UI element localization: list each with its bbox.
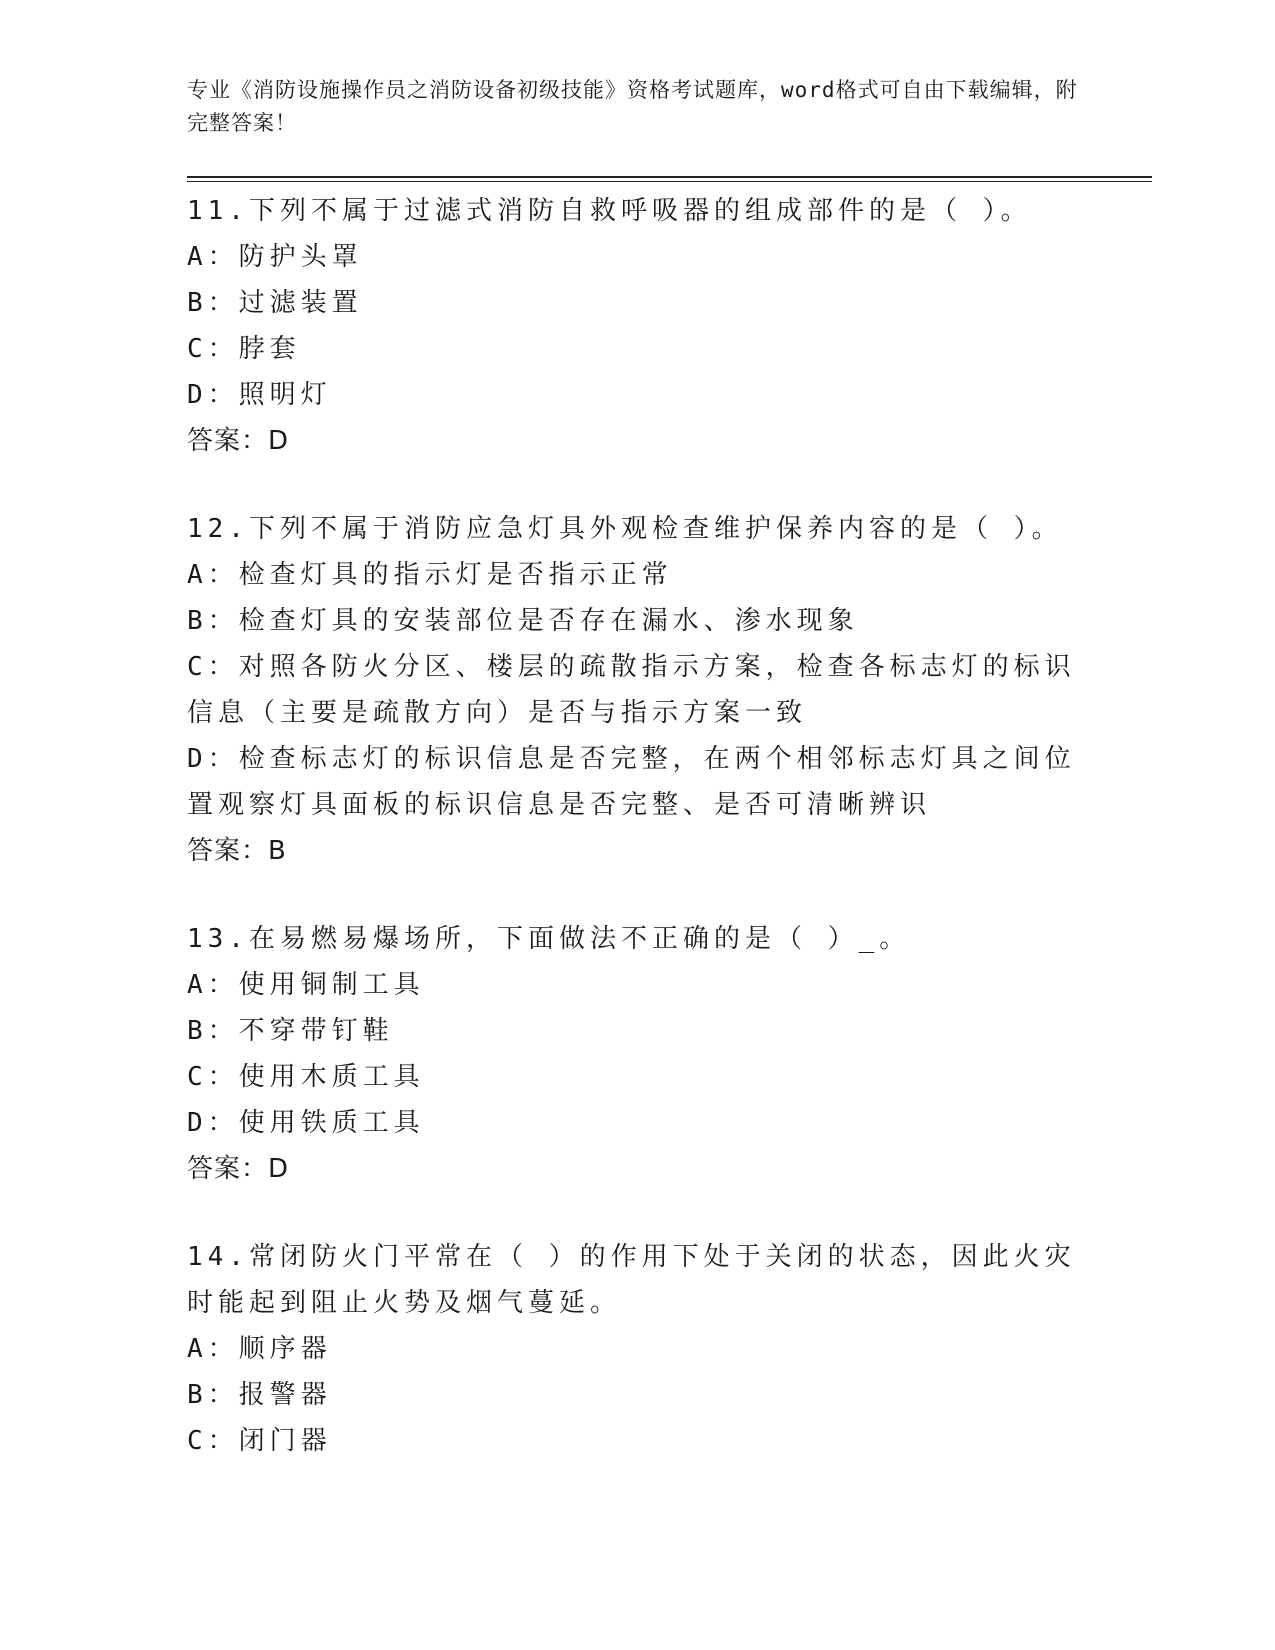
option-b: B：不穿带钉鞋 [187, 1016, 394, 1046]
option-b: B：检查灯具的安装部位是否存在漏水、渗水现象 [187, 606, 859, 636]
question-11 [187, 188, 1087, 464]
question-stem: 13.在易燃易爆场所，下面做法不正确的是（ ）_。 [187, 924, 911, 954]
option-a: A：顺序器 [187, 1334, 332, 1364]
option-c: C：使用木质工具 [187, 1062, 425, 1092]
option-a: A：防护头罩 [187, 242, 363, 272]
question-stem: 12.下列不属于消防应急灯具外观检查维护保养内容的是（ ）。 [187, 514, 1063, 544]
question-stem: 14.常闭防火门平常在（ ）的作用下处于关闭的状态，因此火灾时能起到阻止火势及烟气蔓延。 [187, 1242, 1076, 1318]
question-14 [187, 1234, 1087, 1464]
header-text: 专业《消防设施操作员之消防设备初级技能》资格考试题库，word格式可自由下载编辑，附完整答案！ [187, 78, 1078, 135]
option-d: D：使用铁质工具 [187, 1108, 425, 1138]
option-b: B：报警器 [187, 1380, 332, 1410]
option-c: C：闭门器 [187, 1426, 332, 1456]
option-a: A：检查灯具的指示灯是否指示正常 [187, 560, 673, 590]
option-a: A：使用铜制工具 [187, 970, 425, 1000]
header-divider-thin [187, 181, 1152, 182]
option-c: C：脖套 [187, 334, 301, 364]
option-d: D：检查标志灯的标识信息是否完整，在两个相邻标志灯具之间位置观察灯具面板的标识信息是否完整、是否可清晰辨识 [187, 744, 1076, 820]
document-header [187, 74, 1087, 140]
question-12 [187, 506, 1087, 874]
answer-label: 答案：B [187, 836, 287, 866]
question-list [187, 188, 1087, 1506]
answer-label: 答案：D [187, 426, 290, 456]
answer-label: 答案：D [187, 1154, 290, 1184]
option-c: C：对照各防火分区、楼层的疏散指示方案，检查各标志灯的标识信息（主要是疏散方向）是否与指示方案一致 [187, 652, 1076, 728]
question-13 [187, 916, 1087, 1192]
header-divider-thick [187, 176, 1152, 178]
option-d: D：照明灯 [187, 380, 332, 410]
option-b: B：过滤装置 [187, 288, 363, 318]
question-stem: 11.下列不属于过滤式消防自救呼吸器的组成部件的是（ ）。 [187, 196, 1032, 226]
